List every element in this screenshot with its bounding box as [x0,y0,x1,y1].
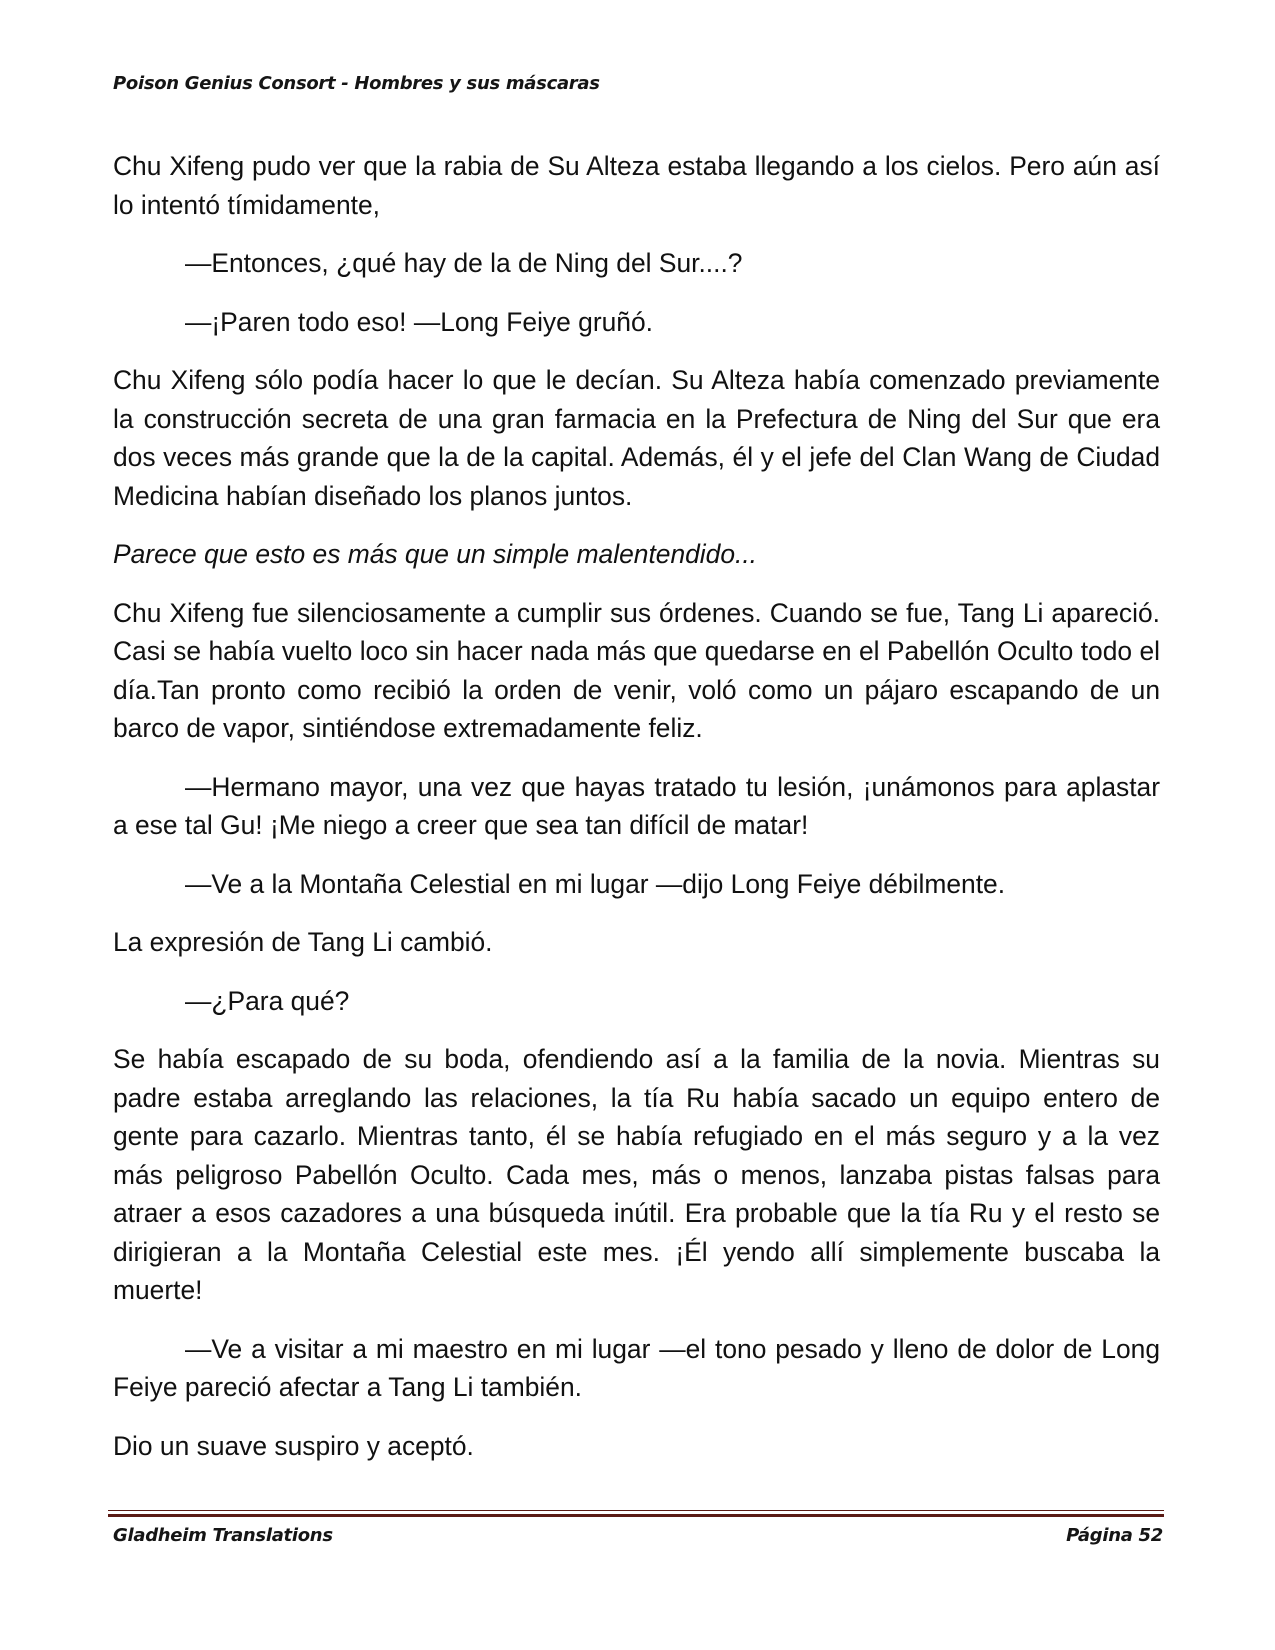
paragraph: Se había escapado de su boda, ofendiendo así a la familia de la novia. Mientras su padre estaba arreglando las relaciones, la tía Ru había sacado un equipo entero de gente para cazarlo. Mientras tanto, él se había refugiado en el más seguro y a la vez más peligroso Pabellón Oculto. Cada mes, más o menos, lanzaba pistas falsas para atraer a esos cazadores a una búsqueda inútil. Era probable que la tía Ru y el resto se dirigieran a la Montaña Celestial este mes. ¡Él yendo allí simplemente buscaba la muerte! [113,1044,1160,1305]
dialogue-paragraph: —¡Paren todo eso! —Long Feiye gruñó. [185,306,653,337]
dialogue-paragraph: —Ve a la Montaña Celestial en mi lugar —dijo Long Feiye débilmente. [185,868,1006,899]
italic-thought-paragraph: Parece que esto es más que un simple malentendido... [113,539,758,569]
paragraph: Dio un suave suspiro y aceptó. [113,1430,474,1461]
page-header-title: Poison Genius Consort - Hombres y sus máscaras [113,73,600,94]
paragraph: Chu Xifeng sólo podía hacer lo que le decían. Su Alteza había comenzado previamente la construcción secreta de una gran farmacia en la Prefectura de Ning del Sur que era dos veces más grande que la de la capital. Además, él y el jefe del Clan Wang de Ciudad Medicina habían diseñado los planos juntos. [113,365,1160,511]
paragraph: La expresión de Tang Li cambió. [113,927,493,957]
paragraph: Chu Xifeng fue silenciosamente a cumplir sus órdenes. Cuando se fue, Tang Li apareció. Casi se había vuelto loco sin hacer nada más que quedarse en el Pabellón Oculto todo el día.Tan pronto como recibió la orden de venir, voló como un pájaro escapando de un barco de vapor, sintiéndose extremadamente feliz. [113,597,1160,743]
footer-publisher: Gladheim Translations [113,1525,333,1546]
dialogue-paragraph: —Ve a visitar a mi maestro en mi lugar —el tono pesado y lleno de dolor de Long Feiye pareció afectar a Tang Li también. [113,1333,1160,1402]
dialogue-paragraph: —Hermano mayor, una vez que hayas tratado tu lesión, ¡unámonos para aplastar a ese tal Gu! ¡Me niego a creer que sea tan difícil de matar! [113,771,1160,840]
footer-page-number: Página 52 [1066,1525,1163,1546]
footer-divider [108,1510,1164,1517]
dialogue-paragraph: —Entonces, ¿qué hay de la de Ning del Sur....? [185,248,743,278]
dialogue-paragraph: —¿Para qué? [185,985,350,1016]
paragraph: Chu Xifeng pudo ver que la rabia de Su Alteza estaba llegando a los cielos. Pero aún así lo intentó tímidamente, [113,151,1160,220]
document-body [113,147,1160,1485]
